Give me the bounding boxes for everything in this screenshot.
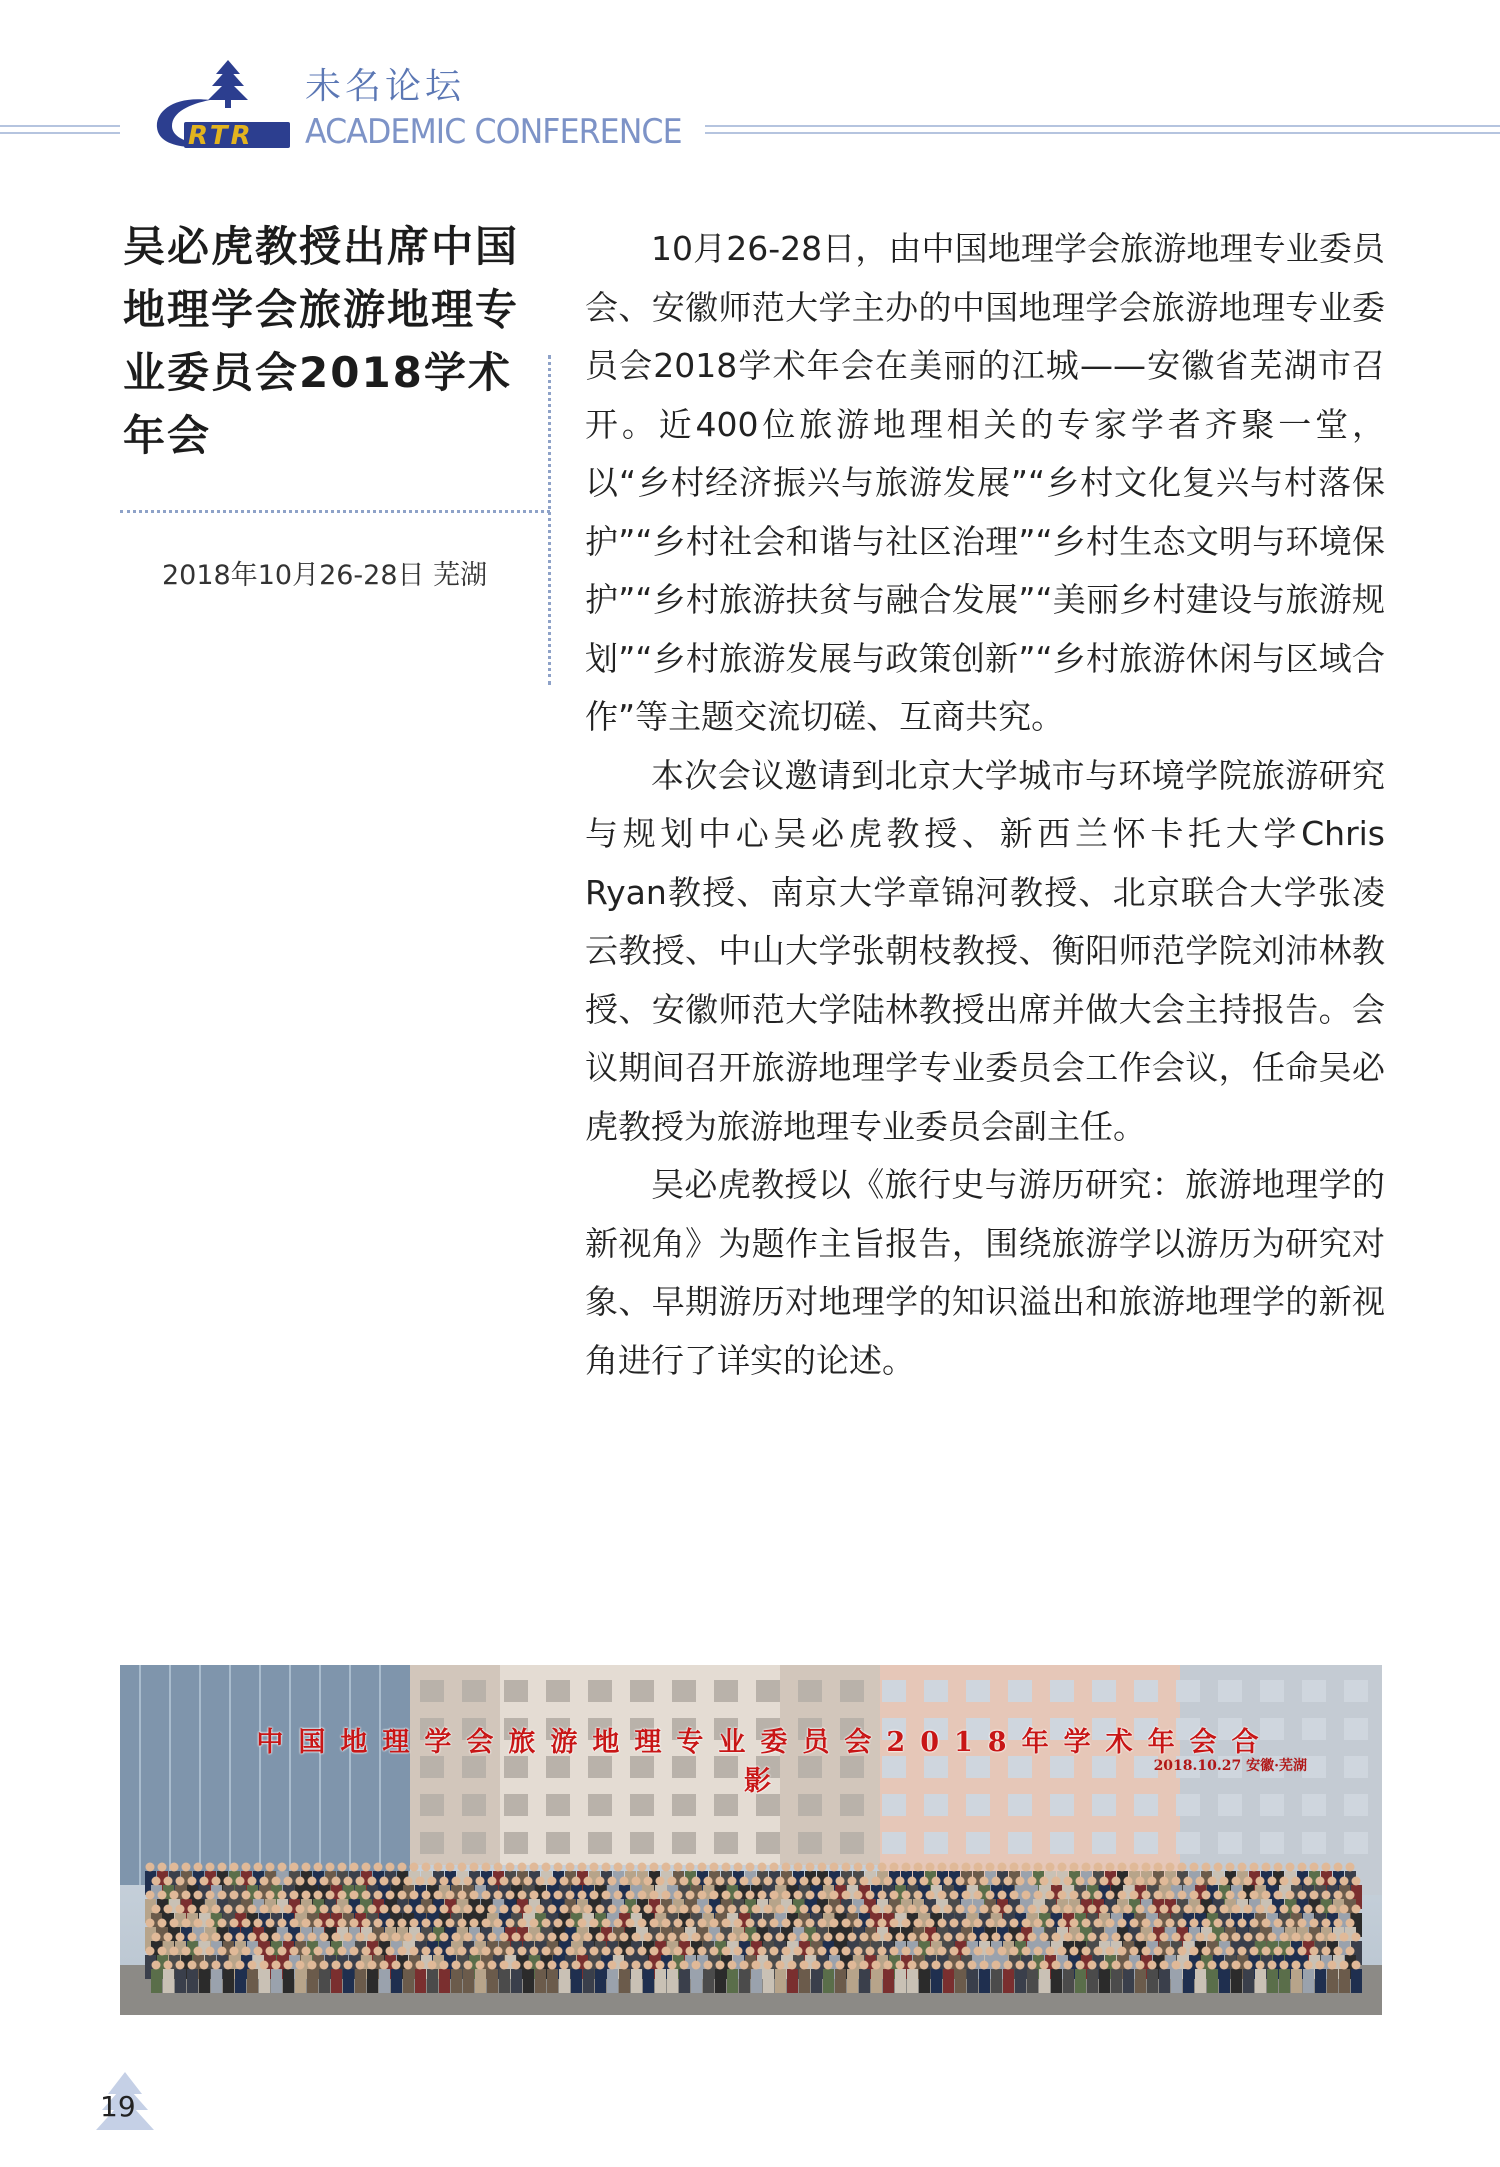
paragraph-2: 本次会议邀请到北京大学城市与环境学院旅游研究与规划中心吴必虎教授、新西兰怀卡托大学Chris Ryan教授、南京大学章锦河教授、北京联合大学张凌云教授、中山大学张朝枝教授、衡阳师范学院刘沛林教授、安徽师范大学陆林教授出席并做大会主持报告。会议期间召开旅游地理学专业委员会工作会议，任命吴必虎教授为旅游地理专业委员会副主任。 (585, 755, 1385, 1146)
header-rule-right (705, 125, 1500, 139)
column-divider (548, 355, 551, 685)
header-rule-left (0, 125, 120, 139)
tree-icon (208, 60, 248, 108)
article-title: 吴必虎教授出席中国地理学会旅游地理专业委员会2018学术年会 (123, 222, 520, 460)
title-divider (120, 510, 550, 513)
header-title-en: ACADEMIC CONFERENCE (305, 112, 682, 152)
paragraph-1: 10月26-28日，由中国地理学会旅游地理专业委员会、安徽师范大学主办的中国地理学会旅游地理专业委员会2018学术年会在美丽的江城——安徽省芜湖市召开。近400位旅游地理相关的专家学者齐聚一堂，以“乡村经济振兴与旅游发展”“乡村文化复兴与村落保护”“乡村社会和谐与社区治理”“乡村生态文明与环境保护”“乡村旅游扶贫与融合发展”“美丽乡村建设与旅游规划”“乡村旅游发展与政策创新”“乡村旅游休闲与区域合作”等主题交流切磋、互商共究。 (585, 229, 1385, 736)
paragraph-3: 吴必虎教授以《旅行史与游历研究：旅游地理学的新视角》为题作主旨报告，围绕旅游学以游历为研究对象、早期游历对地理学的知识溢出和旅游地理学的新视角进行了详实的论述。 (585, 1165, 1385, 1380)
photo-subcaption: 2018.10.27 安徽·芜湖 (1153, 1758, 1307, 1774)
page-number-badge (90, 2070, 160, 2135)
header-title-cn: 未名论坛 (305, 66, 466, 107)
group-photo-illustration (120, 1665, 1382, 2015)
page-number: 19 (100, 2090, 136, 2123)
photo-caption: 中国地理学会旅游地理专业委员会2018年学术年会合影 (256, 1727, 1274, 1797)
logo-text: RTR (188, 121, 254, 150)
rtr-logo (150, 60, 290, 150)
article-date: 2018年10月26-28日 芜湖 (162, 560, 488, 591)
group-photo (120, 1665, 1382, 2015)
article-body (585, 220, 1385, 1390)
